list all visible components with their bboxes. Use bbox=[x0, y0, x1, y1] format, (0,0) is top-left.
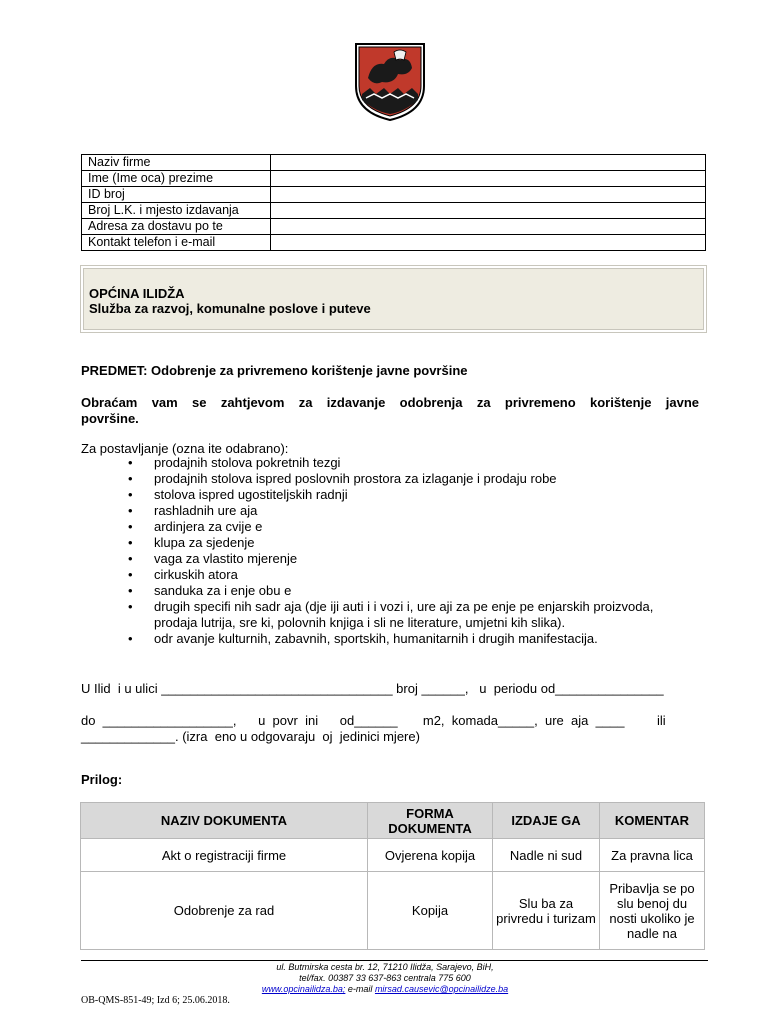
delivery-address-field[interactable] bbox=[271, 219, 706, 235]
list-item[interactable]: • drugih specifi nih sadr aja (dje iji auti i i vozi i, ure aji za pe enje pe enjarskih proizvoda, prodaja lutrija, sre ki, polovnih knjiga i sli ne literature, umjetni kih slika). bbox=[130, 599, 690, 631]
table-cell: Za pravna lica bbox=[600, 839, 705, 872]
placement-options-list bbox=[130, 455, 690, 647]
table-cell: Nadle ni sud bbox=[493, 839, 600, 872]
list-item[interactable]: • odr avanje kulturnih, zabavnih, sportskih, humanitarnih i drugih manifestacija. bbox=[130, 631, 690, 647]
table-header-row bbox=[81, 803, 705, 839]
list-item[interactable]: • ardinjera za cvije e bbox=[130, 519, 690, 535]
contact-label: Kontakt telefon i e-mail bbox=[82, 235, 271, 251]
list-item[interactable]: • prodajnih stolova pokretnih tezgi bbox=[130, 455, 690, 471]
list-item[interactable]: • rashladnih ure aja bbox=[130, 503, 690, 519]
email-label: e-mail bbox=[347, 984, 373, 994]
list-item[interactable]: • prodajnih stolova ispred poslovnih prostora za izlaganje i prodaju robe bbox=[130, 471, 690, 487]
options-intro: Za postavljanje (ozna ite odabrano): bbox=[81, 441, 289, 456]
footer-address: ul. Butmirska cesta br. 12, 71210 Ilidža, Sarajevo, BiH, bbox=[276, 962, 494, 972]
documents-table bbox=[80, 802, 705, 950]
website-link[interactable]: www.opcinailidza.ba; bbox=[261, 984, 346, 994]
request-text-line2: površine. bbox=[81, 411, 139, 426]
full-name-label: Ime (Ime oca) prezime bbox=[82, 171, 271, 187]
table-cell: Odobrenje za rad bbox=[81, 872, 368, 950]
municipality-name: OPĆINA ILIDŽA bbox=[89, 286, 185, 301]
column-header: KOMENTAR bbox=[600, 803, 705, 839]
table-cell: Ovjerena kopija bbox=[368, 839, 493, 872]
table-row bbox=[82, 219, 706, 235]
list-item[interactable]: • vaga za vlastito mjerenje bbox=[130, 551, 690, 567]
list-item[interactable]: • stolova ispred ugostiteljskih radnji bbox=[130, 487, 690, 503]
id-number-label: ID broj bbox=[82, 187, 271, 203]
table-cell: Kopija bbox=[368, 872, 493, 950]
contact-field[interactable] bbox=[271, 235, 706, 251]
attachments-label: Prilog: bbox=[81, 772, 123, 787]
company-name-field[interactable] bbox=[271, 155, 706, 171]
period-line: do __________________, u povr ini od______ m2, komada_____, ure aja ____ ili bbox=[81, 713, 666, 728]
table-cell: Akt o registraciji firme bbox=[81, 839, 368, 872]
footer-phone: tel/fax. 00387 33 637-863 centrala 775 600 bbox=[299, 973, 471, 983]
service-name: Služba za razvoj, komunalne poslove i puteve bbox=[89, 301, 371, 316]
full-name-field[interactable] bbox=[271, 171, 706, 187]
request-text-line1: Obraćam vam se zahtjevom za izdavanje odobrenja za privremeno korištenje javne bbox=[81, 395, 699, 410]
id-number-field[interactable] bbox=[271, 187, 706, 203]
table-row bbox=[82, 235, 706, 251]
footer-contacts bbox=[0, 984, 770, 995]
column-header: IZDAJE GA bbox=[493, 803, 600, 839]
table-row bbox=[82, 155, 706, 171]
id-card-label: Broj L.K. i mjesto izdavanja bbox=[82, 203, 271, 219]
table-row bbox=[81, 839, 705, 872]
delivery-address-label: Adresa za dostavu po te bbox=[82, 219, 271, 235]
table-row bbox=[82, 203, 706, 219]
column-header: NAZIV DOKUMENTA bbox=[81, 803, 368, 839]
table-cell: Pribavlja se po slu benoj du nosti ukoliko je nadle na bbox=[600, 872, 705, 950]
id-card-field[interactable] bbox=[271, 203, 706, 219]
applicant-info-table bbox=[81, 154, 706, 251]
footer-divider bbox=[81, 960, 708, 961]
company-name-label: Naziv firme bbox=[82, 155, 271, 171]
location-line: U Ilid i u ulici ________________________________ broj ______, u periodu od_______________ bbox=[81, 681, 664, 696]
list-item[interactable]: • klupa za sjedenje bbox=[130, 535, 690, 551]
table-row bbox=[81, 872, 705, 950]
table-row bbox=[82, 171, 706, 187]
column-header: FORMA DOKUMENTA bbox=[368, 803, 493, 839]
table-row bbox=[82, 187, 706, 203]
email-link[interactable]: mirsad.causevic@opcinailidze.ba bbox=[374, 984, 509, 994]
document-code: OB-QMS-851-49; Izd 6; 25.06.2018. bbox=[81, 995, 230, 1006]
period-line-2: _____________. (izra eno u odgovaraju oj jedinici mjere) bbox=[81, 729, 420, 744]
table-cell: Slu ba za privredu i turizam bbox=[493, 872, 600, 950]
subject-line: PREDMET: Odobrenje za privremeno korištenje javne površine bbox=[81, 363, 468, 378]
addressee-box bbox=[80, 265, 707, 333]
municipal-crest-logo bbox=[354, 42, 426, 122]
list-item[interactable]: • sanduka za i enje obu e bbox=[130, 583, 690, 599]
list-item[interactable]: • cirkuskih atora bbox=[130, 567, 690, 583]
